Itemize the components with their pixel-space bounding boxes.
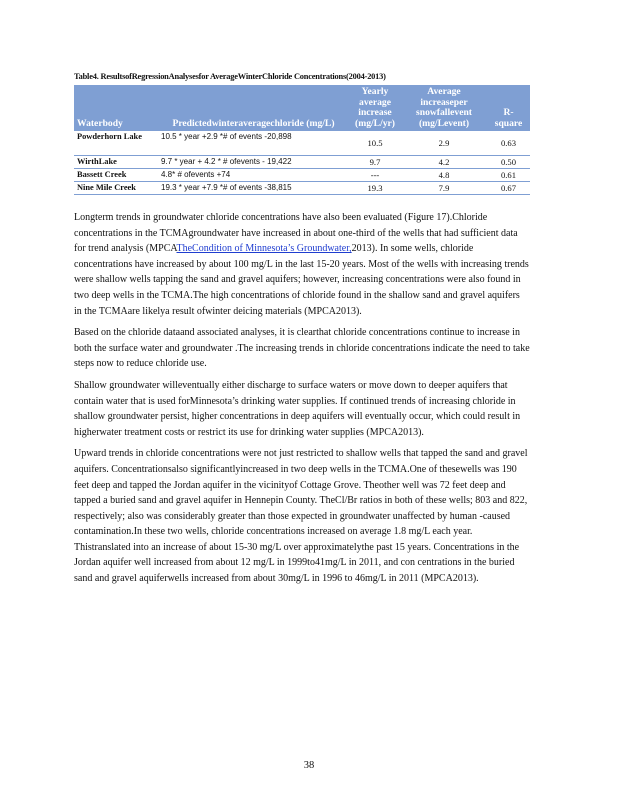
table-row bbox=[74, 131, 530, 156]
cell-r-square: 0.67 bbox=[487, 182, 530, 195]
cell-r-square: 0.50 bbox=[487, 156, 530, 169]
cell-waterbody: Nine Mile Creek bbox=[74, 182, 158, 195]
cell-increase-per-event: 4.2 bbox=[401, 156, 487, 169]
table-row bbox=[74, 182, 530, 195]
paragraph-chloride-data: Based on the chloride dataand associated analyses, it is clearthat chloride concentrations continue to increase in both the surface water and groundwater .The increasing trends in chloride concentrations indicate the need to take steps now to reduce chloride use. bbox=[74, 327, 530, 370]
regression-table bbox=[74, 85, 530, 195]
header-waterbody: Waterbody bbox=[74, 85, 158, 131]
paragraph-shallow-groundwater: Shallow groundwater willeventually either discharge to surface waters or move down to deeper aquifers that contain water that is used forMinnesota’s drinking water supplies. If continued trends of increasing chloride in shallow groundwater persist, higher concentrations in deep aquifers will eventually occur, which could result in higherwater treatment costs or restrict its use for drinking water supplies (MPCA2013). bbox=[74, 379, 521, 438]
cell-equation: 10.5 * year +2.9 *# of events -20,898 bbox=[158, 131, 349, 156]
cell-equation: 19.3 * year +7.9 *# of events -38,815 bbox=[158, 182, 349, 195]
header-predicted-chloride: Predictedwinteraveragechloride (mg/L) bbox=[158, 85, 349, 131]
cell-equation: 9.7 * year + 4.2 * # ofevents - 19,422 bbox=[158, 156, 349, 169]
cell-waterbody: WirthLake bbox=[74, 156, 158, 169]
page-number: 38 bbox=[303, 760, 315, 771]
header-yearly-increase: Yearly average increase (mg/L/yr) bbox=[349, 85, 401, 131]
paragraph-upward-trends: Upward trends in chloride concentrations were not just restricted to shallow wells that tapped the sand and gravel aquifers. Concentrationsalso significantlyincreased in two deep wells in the TCMA.One of thesewells was 190 feet deep and tapped the Jordan aquifer in the vicinityof Cottage Grove. Theother well was 72 feet deep and tapped a buried sand and gravel aquifer in Hennepin County. TheCl/Br ratios in both of these wells; 803 and 822, respectively; also was considerably greater than those expected in groundwater unaffected by human -caused contamination.In these two wells, chloride concentrations increased on average 1.8 mg/L each year. Thistranslated into an increase of about 15-30 mg/L over approximatelythe past 15 years. Concentrations in the Jordan aquifer well increased from about 12 mg/L in 1999to41mg/L in 2011, and con centrations in the buried sand and gravel aquiferwells increased from about 30mg/L in 1996 to 46mg/L in 2011 (MPCA2013). bbox=[74, 448, 528, 585]
cell-increase-per-event: 2.9 bbox=[401, 131, 487, 156]
cell-r-square: 0.61 bbox=[487, 169, 530, 182]
paragraph-text: 2013). In some wells, chloride concentrations have increased by about 100 mg/L in the last 15-20 years. Most of the wells with increasing trends were shallow wells tapping the sand and gravel aquifers; however, increasing concentrations were also found in two deep wells in the TCMA.The high concentrations of chloride found in the shallow sand and gravel aquifers in the TCMAare likelya result ofwinter deicing materials (MPCA2013). bbox=[74, 243, 529, 317]
cell-yearly-increase: 9.7 bbox=[349, 156, 401, 169]
paragraph-groundwater-trends bbox=[74, 210, 530, 319]
cell-equation: 4.8* # ofevents +74 bbox=[158, 169, 349, 182]
cell-r-square: 0.63 bbox=[487, 131, 530, 156]
cell-waterbody: Bassett Creek bbox=[74, 169, 158, 182]
table-row bbox=[74, 156, 530, 169]
header-increase-per-event: Average increaseper snowfallevent (mg/Levent) bbox=[401, 85, 487, 131]
header-r-square: R-square bbox=[487, 85, 530, 131]
table-row bbox=[74, 169, 530, 182]
cell-yearly-increase: --- bbox=[349, 169, 401, 182]
cell-yearly-increase: 19.3 bbox=[349, 182, 401, 195]
cell-increase-per-event: 4.8 bbox=[401, 169, 487, 182]
table-caption: Table4. ResultsofRegressionAnalysesfor AverageWinterChloride Concentrations(2004-2013) bbox=[74, 72, 386, 81]
cell-yearly-increase: 10.5 bbox=[349, 131, 401, 156]
body-text bbox=[74, 210, 530, 593]
table-header-row bbox=[74, 85, 530, 131]
paragraph-text: Longterm trends in groundwater chloride concentrations have also been evaluated (Figure 17).Chloride concentrations in the TCMAgroundwater have increased in about one-third of the wells that had sufficient data for trend analysis (MPCA bbox=[74, 212, 518, 255]
cell-increase-per-event: 7.9 bbox=[401, 182, 487, 195]
groundwater-report-link[interactable]: TheCondition of Minnesota’s Groundwater, bbox=[176, 243, 352, 255]
cell-waterbody: Powderhorn Lake bbox=[74, 131, 158, 156]
